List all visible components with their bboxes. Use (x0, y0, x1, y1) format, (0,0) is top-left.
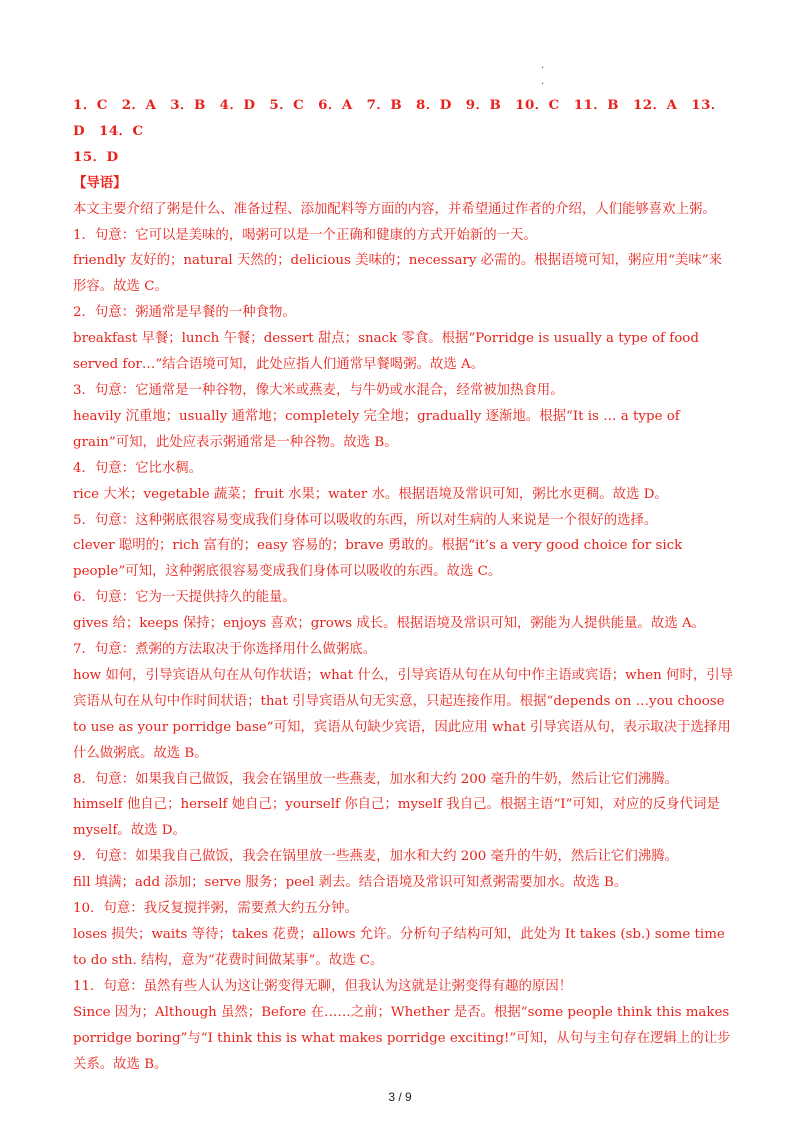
question-explanation: Since 因为；Although 虽然；Before 在……之前；Whether 是否。根据“some people think this makes porridge boring”与“I think this is what makes porridge exciting!”可知，从句与主句存在逻辑上的让步关系。故选 B。 (73, 1004, 731, 1072)
question-explanation: himself 他自己；herself 她自己；yourself 你自己；myself 我自己。根据主语“I”可知，对应的反身代词是 myself。故选 D。 (73, 797, 720, 839)
answer-explanations (73, 93, 733, 1077)
question-translation: 11．句意：虽然有些人认为这让粥变得无聊，但我认为这就是让粥变得有趣的原因！ (73, 978, 573, 994)
question-explanation: friendly 友好的；natural 天然的；delicious 美味的；necessary 必需的。根据语境可知，粥应用“美味”来形容。故选 C。 (73, 253, 722, 295)
question-explanation: breakfast 早餐；lunch 午餐；dessert 甜点；snack 零食。根据“Porridge is usually a type of food served for…”结合语境可知，此处应指人们通常早餐喝粥。故选 A。 (73, 331, 699, 373)
question-translation: 5．句意：这种粥底很容易变成我们身体可以吸收的东西，所以对生病的人来说是一个很好的选择。 (73, 512, 658, 528)
answer-key-line-1: 1．C 2．A 3．B 4．D 5．C 6．A 7．B 8．D 9．B 10．C 11．B 12．A 13．D 14．C (73, 97, 725, 139)
question-explanation: fill 填满；add 添加；serve 服务；peel 剥去。结合语境及常识可知煮粥需要加水。故选 B。 (73, 875, 628, 891)
question-explanation: how 如何，引导宾语从句在从句作状语；what 什么，引导宾语从句在从句中作主语或宾语；when 何时，引导宾语从句在从句中作时间状语；that 引导宾语从句无实意，只起连接作用。根据“depends on …you choose to use as your porridge base”可知，宾语从句缺少宾语，因此应用 what 引导宾语从句，表示取决于选择用什么做粥底。故选 B。 (73, 667, 734, 761)
question-explanation: rice 大米；vegetable 蔬菜；fruit 水果；water 水。根据语境及常识可知，粥比水更稠。故选 D。 (73, 486, 668, 502)
intro-paragraph: 本文主要介绍了粥是什么、准备过程、添加配料等方面的内容，并希望通过作者的介绍，人们能够喜欢上粥。 (73, 201, 716, 217)
question-translation: 4．句意：它比水稠。 (73, 460, 203, 476)
question-translation: 3．句意：它通常是一种谷物，像大米或燕麦，与牛奶或水混合，经常被加热食用。 (73, 382, 564, 398)
question-translation: 9．句意：如果我自己做饭，我会在锅里放一些燕麦，加水和大约 200 毫升的牛奶，然后让它们沸腾。 (73, 849, 678, 865)
question-translation: 1．句意：它可以是美味的，喝粥可以是一个正确和健康的方式开始新的一天。 (73, 227, 537, 243)
decorative-dot: · (541, 63, 545, 74)
question-translation: 8．句意：如果我自己做饭，我会在锅里放一些燕麦，加水和大约 200 毫升的牛奶，然后让它们沸腾。 (73, 771, 678, 787)
question-explanation: clever 聪明的；rich 富有的；easy 容易的；brave 勇敢的。根据“it’s a very good choice for sick people”可知，这种粥底很容易变成我们身体可以吸收的东西。故选 C。 (73, 538, 683, 580)
section-title: 【导语】 (73, 174, 127, 191)
question-translation: 7．句意：煮粥的方法取决于你选择用什么做粥底。 (73, 642, 377, 658)
question-translation: 10．句意：我反复搅拌粥，需要煮大约五分钟。 (73, 901, 358, 917)
answer-key-line-2: 15．D (73, 148, 119, 165)
question-translation: 6．句意：它为一天提供持久的能量。 (73, 590, 296, 606)
question-explanation: heavily 沉重地；usually 通常地；completely 完全地；gradually 逐渐地。根据“It is … a type of grain”可知，此处应表示粥通常是一种谷物。故选 B。 (73, 408, 680, 450)
decorative-dot: · (541, 79, 545, 90)
question-explanation: gives 给；keeps 保持；enjoys 喜欢；grows 成长。根据语境及常识可知，粥能为人提供能量。故选 A。 (73, 616, 706, 632)
explanation-list (73, 223, 733, 1078)
page-number: 3 / 9 (388, 1090, 412, 1104)
question-translation: 2．句意：粥通常是早餐的一种食物。 (73, 305, 296, 321)
question-explanation: loses 损失；waits 等待；takes 花费；allows 允许。分析句子结构可知，此处为 It takes (sb.) some time to do sth. 结构，意为“花费时间做某事”。故选 C。 (73, 927, 725, 968)
